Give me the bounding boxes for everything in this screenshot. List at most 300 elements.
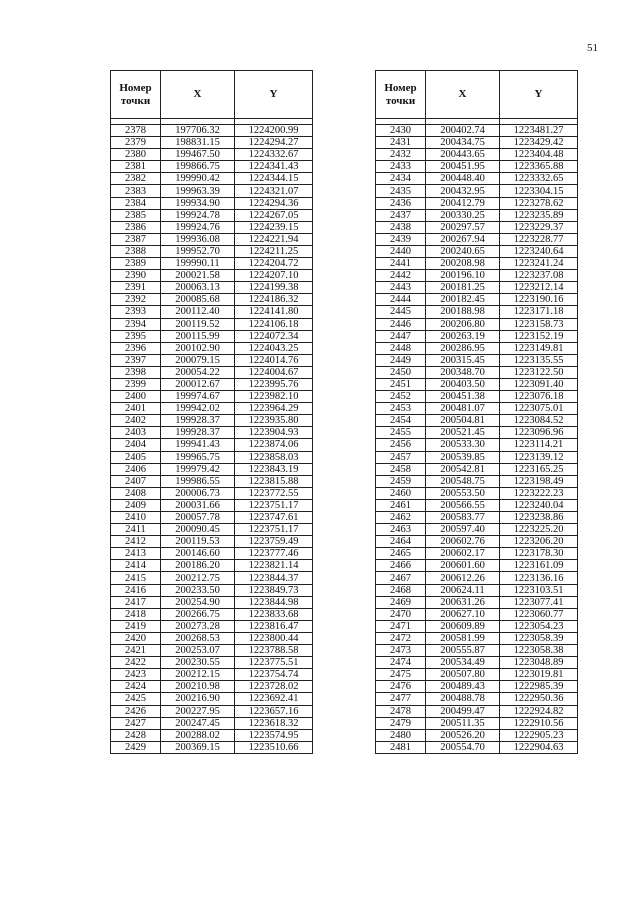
cell-point-number: 2380 [111, 149, 161, 161]
table-row [376, 657, 578, 669]
cell-y: 1223772.55 [235, 487, 313, 499]
cell-point-number: 2453 [376, 403, 426, 415]
table-row [111, 536, 313, 548]
table-row [376, 173, 578, 185]
cell-y: 1223574.95 [235, 729, 313, 741]
table-row [376, 209, 578, 221]
cell-point-number: 2439 [376, 233, 426, 245]
cell-point-number: 2379 [111, 137, 161, 149]
cell-y: 1223858.03 [235, 451, 313, 463]
cell-point-number: 2432 [376, 149, 426, 161]
cell-y: 1223240.04 [500, 499, 578, 511]
cell-point-number: 2478 [376, 705, 426, 717]
table-row [111, 741, 313, 753]
cell-y: 1223096.96 [500, 427, 578, 439]
cell-x: 200182.45 [426, 294, 500, 306]
cell-y: 1223222.23 [500, 487, 578, 499]
table-row [376, 415, 578, 427]
cell-x: 200119.52 [161, 318, 235, 330]
cell-point-number: 2458 [376, 463, 426, 475]
cell-y: 1223777.46 [235, 548, 313, 560]
cell-x: 200602.76 [426, 536, 500, 548]
cell-x: 200489.43 [426, 681, 500, 693]
cell-x: 200597.40 [426, 524, 500, 536]
cell-y: 1224294.36 [235, 197, 313, 209]
cell-point-number: 2412 [111, 536, 161, 548]
cell-x: 200526.20 [426, 729, 500, 741]
cell-y: 1223058.38 [500, 645, 578, 657]
cell-point-number: 2391 [111, 282, 161, 294]
cell-x: 197706.32 [161, 125, 235, 137]
cell-point-number: 2470 [376, 608, 426, 620]
cell-y: 1223751.17 [235, 499, 313, 511]
table-row [376, 245, 578, 257]
table-row [111, 245, 313, 257]
table-row [376, 378, 578, 390]
table-row [376, 366, 578, 378]
cell-point-number: 2440 [376, 245, 426, 257]
cell-y: 1223815.88 [235, 475, 313, 487]
table-row [376, 693, 578, 705]
cell-y: 1223206.20 [500, 536, 578, 548]
table-row [111, 487, 313, 499]
table-row [376, 596, 578, 608]
cell-point-number: 2428 [111, 729, 161, 741]
cell-x: 200566.55 [426, 499, 500, 511]
table-row [376, 572, 578, 584]
cell-point-number: 2395 [111, 330, 161, 342]
cell-y: 1223935.80 [235, 415, 313, 427]
cell-y: 1223122.50 [500, 366, 578, 378]
cell-x: 200631.26 [426, 596, 500, 608]
cell-point-number: 2424 [111, 681, 161, 693]
cell-point-number: 2459 [376, 475, 426, 487]
cell-y: 1223904.93 [235, 427, 313, 439]
cell-point-number: 2385 [111, 209, 161, 221]
cell-x: 200266.75 [161, 608, 235, 620]
cell-x: 200601.60 [426, 560, 500, 572]
cell-point-number: 2413 [111, 548, 161, 560]
cell-point-number: 2448 [376, 342, 426, 354]
cell-point-number: 2474 [376, 657, 426, 669]
cell-x: 200612.26 [426, 572, 500, 584]
coordinates-table-left [110, 70, 313, 754]
table-row [111, 705, 313, 717]
table-row [376, 487, 578, 499]
coordinates-table-right [375, 70, 578, 754]
table-row [111, 391, 313, 403]
table-row [376, 548, 578, 560]
cell-x: 199990.11 [161, 258, 235, 270]
cell-x: 200085.68 [161, 294, 235, 306]
cell-x: 200554.70 [426, 741, 500, 753]
cell-y: 1223481.27 [500, 125, 578, 137]
cell-y: 1224204.72 [235, 258, 313, 270]
cell-y: 1223657.16 [235, 705, 313, 717]
table-row [376, 439, 578, 451]
header-point-number: Номер точки [111, 71, 161, 119]
cell-x: 200521.45 [426, 427, 500, 439]
cell-y: 1222905.23 [500, 729, 578, 741]
cell-x: 200583.77 [426, 512, 500, 524]
cell-point-number: 2406 [111, 463, 161, 475]
cell-x: 199979.42 [161, 463, 235, 475]
table-row [376, 620, 578, 632]
cell-y: 1223019.81 [500, 669, 578, 681]
cell-point-number: 2403 [111, 427, 161, 439]
cell-x: 200402.74 [426, 125, 500, 137]
cell-y: 1223404.48 [500, 149, 578, 161]
cell-point-number: 2425 [111, 693, 161, 705]
table-row [111, 693, 313, 705]
table-row [376, 258, 578, 270]
cell-point-number: 2436 [376, 197, 426, 209]
cell-point-number: 2475 [376, 669, 426, 681]
table-row [111, 306, 313, 318]
cell-y: 1223139.12 [500, 451, 578, 463]
cell-point-number: 2433 [376, 161, 426, 173]
cell-x: 200054.22 [161, 366, 235, 378]
cell-point-number: 2460 [376, 487, 426, 499]
cell-point-number: 2481 [376, 741, 426, 753]
table-row [376, 608, 578, 620]
table-row [376, 560, 578, 572]
cell-y: 1223844.98 [235, 596, 313, 608]
table-row [111, 197, 313, 209]
cell-y: 1223178.30 [500, 548, 578, 560]
cell-point-number: 2429 [111, 741, 161, 753]
cell-point-number: 2451 [376, 378, 426, 390]
table-row [111, 499, 313, 511]
cell-y: 1224211.25 [235, 245, 313, 257]
table-row [111, 620, 313, 632]
cell-y: 1223136.16 [500, 572, 578, 584]
table-row [376, 645, 578, 657]
table-row [111, 475, 313, 487]
cell-y: 1223084.52 [500, 415, 578, 427]
cell-point-number: 2421 [111, 645, 161, 657]
cell-y: 1223833.68 [235, 608, 313, 620]
cell-point-number: 2399 [111, 378, 161, 390]
cell-point-number: 2473 [376, 645, 426, 657]
cell-y: 1223800.44 [235, 632, 313, 644]
cell-y: 1223849.73 [235, 584, 313, 596]
table-row [111, 161, 313, 173]
table-row [111, 427, 313, 439]
table-row [111, 342, 313, 354]
table-row [376, 536, 578, 548]
cell-y: 1223618.32 [235, 717, 313, 729]
cell-x: 200253.07 [161, 645, 235, 657]
table-row [376, 499, 578, 511]
cell-x: 200227.95 [161, 705, 235, 717]
cell-x: 199467.50 [161, 149, 235, 161]
table-row [376, 451, 578, 463]
cell-x: 199942.02 [161, 403, 235, 415]
cell-y: 1223229.37 [500, 221, 578, 233]
table-row [111, 378, 313, 390]
cell-point-number: 2387 [111, 233, 161, 245]
cell-point-number: 2437 [376, 209, 426, 221]
cell-y: 1223304.15 [500, 185, 578, 197]
cell-x: 199934.90 [161, 197, 235, 209]
cell-point-number: 2457 [376, 451, 426, 463]
cell-x: 200212.15 [161, 669, 235, 681]
cell-point-number: 2468 [376, 584, 426, 596]
cell-x: 200146.60 [161, 548, 235, 560]
table-row [111, 282, 313, 294]
cell-point-number: 2393 [111, 306, 161, 318]
cell-y: 1223149.81 [500, 342, 578, 354]
table-row [376, 233, 578, 245]
cell-point-number: 2480 [376, 729, 426, 741]
cell-point-number: 2404 [111, 439, 161, 451]
cell-y: 1223995.76 [235, 378, 313, 390]
cell-point-number: 2456 [376, 439, 426, 451]
table-row [111, 366, 313, 378]
cell-x: 200057.78 [161, 512, 235, 524]
cell-point-number: 2431 [376, 137, 426, 149]
cell-y: 1224239.15 [235, 221, 313, 233]
cell-x: 200448.40 [426, 173, 500, 185]
cell-x: 200451.38 [426, 391, 500, 403]
cell-x: 199990.42 [161, 173, 235, 185]
cell-x: 200432.95 [426, 185, 500, 197]
cell-y: 1223235.89 [500, 209, 578, 221]
cell-y: 1222950.36 [500, 693, 578, 705]
cell-y: 1223158.73 [500, 318, 578, 330]
cell-y: 1223198.49 [500, 475, 578, 487]
cell-x: 200181.25 [426, 282, 500, 294]
cell-x: 200602.17 [426, 548, 500, 560]
cell-x: 199928.37 [161, 427, 235, 439]
table-row [111, 125, 313, 137]
cell-x: 200210.98 [161, 681, 235, 693]
cell-x: 200230.55 [161, 657, 235, 669]
cell-point-number: 2381 [111, 161, 161, 173]
table-row [376, 185, 578, 197]
cell-point-number: 2469 [376, 596, 426, 608]
cell-point-number: 2405 [111, 451, 161, 463]
cell-point-number: 2462 [376, 512, 426, 524]
table-row [376, 125, 578, 137]
header-x: X [161, 71, 235, 119]
table-row [111, 233, 313, 245]
cell-x: 198831.15 [161, 137, 235, 149]
cell-x: 200581.99 [426, 632, 500, 644]
table-row [376, 318, 578, 330]
cell-y: 1224207.10 [235, 270, 313, 282]
cell-x: 200006.73 [161, 487, 235, 499]
header-x: X [426, 71, 500, 119]
cell-x: 200348.70 [426, 366, 500, 378]
table-row [111, 681, 313, 693]
cell-x: 200627.10 [426, 608, 500, 620]
cell-x: 199963.39 [161, 185, 235, 197]
table-row [111, 548, 313, 560]
cell-point-number: 2378 [111, 125, 161, 137]
cell-point-number: 2401 [111, 403, 161, 415]
table-row [111, 318, 313, 330]
table-row [111, 173, 313, 185]
cell-point-number: 2414 [111, 560, 161, 572]
cell-y: 1223788.58 [235, 645, 313, 657]
cell-y: 1223103.51 [500, 584, 578, 596]
cell-point-number: 2397 [111, 354, 161, 366]
table-row [376, 270, 578, 282]
cell-point-number: 2407 [111, 475, 161, 487]
table-row [376, 632, 578, 644]
cell-point-number: 2450 [376, 366, 426, 378]
cell-point-number: 2420 [111, 632, 161, 644]
cell-y: 1222924.82 [500, 705, 578, 717]
cell-point-number: 2464 [376, 536, 426, 548]
cell-y: 1223075.01 [500, 403, 578, 415]
cell-y: 1223237.08 [500, 270, 578, 282]
cell-point-number: 2419 [111, 620, 161, 632]
cell-x: 200240.65 [426, 245, 500, 257]
header-y: Y [235, 71, 313, 119]
cell-x: 200412.79 [426, 197, 500, 209]
table-row [111, 270, 313, 282]
page-number: 51 [587, 42, 598, 54]
cell-x: 200286.95 [426, 342, 500, 354]
table-row [376, 475, 578, 487]
cell-y: 1224221.94 [235, 233, 313, 245]
cell-point-number: 2415 [111, 572, 161, 584]
table-row [376, 391, 578, 403]
cell-point-number: 2417 [111, 596, 161, 608]
cell-y: 1223190.16 [500, 294, 578, 306]
cell-x: 200403.50 [426, 378, 500, 390]
cell-y: 1223054.23 [500, 620, 578, 632]
table-body-right [376, 125, 578, 754]
cell-x: 200555.87 [426, 645, 500, 657]
cell-x: 200288.02 [161, 729, 235, 741]
cell-point-number: 2445 [376, 306, 426, 318]
table-row [376, 306, 578, 318]
table-row [111, 645, 313, 657]
cell-x: 200102.90 [161, 342, 235, 354]
table-row [111, 560, 313, 572]
cell-x: 200534.49 [426, 657, 500, 669]
table-row [111, 717, 313, 729]
table-row [376, 403, 578, 415]
cell-x: 200273.28 [161, 620, 235, 632]
cell-y: 1223212.14 [500, 282, 578, 294]
cell-point-number: 2427 [111, 717, 161, 729]
table-row [111, 512, 313, 524]
cell-y: 1223091.40 [500, 378, 578, 390]
table-row [376, 330, 578, 342]
cell-x: 200553.50 [426, 487, 500, 499]
cell-y: 1223241.24 [500, 258, 578, 270]
cell-point-number: 2438 [376, 221, 426, 233]
table-row [376, 705, 578, 717]
header-y: Y [500, 71, 578, 119]
cell-y: 1223077.41 [500, 596, 578, 608]
table-row [376, 669, 578, 681]
cell-y: 1223510.66 [235, 741, 313, 753]
table-row [376, 741, 578, 753]
cell-point-number: 2410 [111, 512, 161, 524]
cell-point-number: 2409 [111, 499, 161, 511]
cell-x: 200012.67 [161, 378, 235, 390]
table-row [111, 608, 313, 620]
cell-y: 1223152.19 [500, 330, 578, 342]
table-row [376, 197, 578, 209]
cell-x: 199952.70 [161, 245, 235, 257]
cell-y: 1223161.09 [500, 560, 578, 572]
table-row [111, 463, 313, 475]
cell-point-number: 2463 [376, 524, 426, 536]
table-row [111, 149, 313, 161]
cell-point-number: 2384 [111, 197, 161, 209]
cell-point-number: 2476 [376, 681, 426, 693]
cell-point-number: 2396 [111, 342, 161, 354]
cell-x: 200499.47 [426, 705, 500, 717]
cell-point-number: 2441 [376, 258, 426, 270]
table-row [111, 657, 313, 669]
cell-x: 200507.80 [426, 669, 500, 681]
cell-y: 1222910.56 [500, 717, 578, 729]
cell-y: 1224004.67 [235, 366, 313, 378]
cell-x: 199936.08 [161, 233, 235, 245]
cell-point-number: 2383 [111, 185, 161, 197]
cell-point-number: 2444 [376, 294, 426, 306]
cell-x: 200481.07 [426, 403, 500, 415]
cell-y: 1223728.02 [235, 681, 313, 693]
cell-point-number: 2423 [111, 669, 161, 681]
table-row [376, 512, 578, 524]
cell-x: 200451.95 [426, 161, 500, 173]
cell-point-number: 2434 [376, 173, 426, 185]
cell-x: 200021.58 [161, 270, 235, 282]
cell-x: 200119.53 [161, 536, 235, 548]
cell-y: 1223759.49 [235, 536, 313, 548]
cell-x: 200267.94 [426, 233, 500, 245]
cell-point-number: 2472 [376, 632, 426, 644]
cell-y: 1223874.06 [235, 439, 313, 451]
cell-x: 200063.13 [161, 282, 235, 294]
table-row [111, 451, 313, 463]
cell-x: 200090.45 [161, 524, 235, 536]
cell-point-number: 2398 [111, 366, 161, 378]
cell-y: 1223816.47 [235, 620, 313, 632]
table-row [376, 354, 578, 366]
table-row [376, 294, 578, 306]
cell-x: 200624.11 [426, 584, 500, 596]
cell-y: 1223135.55 [500, 354, 578, 366]
cell-y: 1223365.88 [500, 161, 578, 173]
cell-y: 1223076.18 [500, 391, 578, 403]
table-row [111, 729, 313, 741]
table-row [376, 221, 578, 233]
cell-y: 1224199.38 [235, 282, 313, 294]
table-row [376, 161, 578, 173]
table-row [111, 403, 313, 415]
cell-x: 200263.19 [426, 330, 500, 342]
cell-y: 1224043.25 [235, 342, 313, 354]
cell-y: 1223964.29 [235, 403, 313, 415]
table-body-left [111, 125, 313, 754]
cell-x: 200609.89 [426, 620, 500, 632]
cell-y: 1224200.99 [235, 125, 313, 137]
cell-point-number: 2442 [376, 270, 426, 282]
cell-x: 200208.98 [426, 258, 500, 270]
cell-x: 200511.35 [426, 717, 500, 729]
table-row [111, 524, 313, 536]
